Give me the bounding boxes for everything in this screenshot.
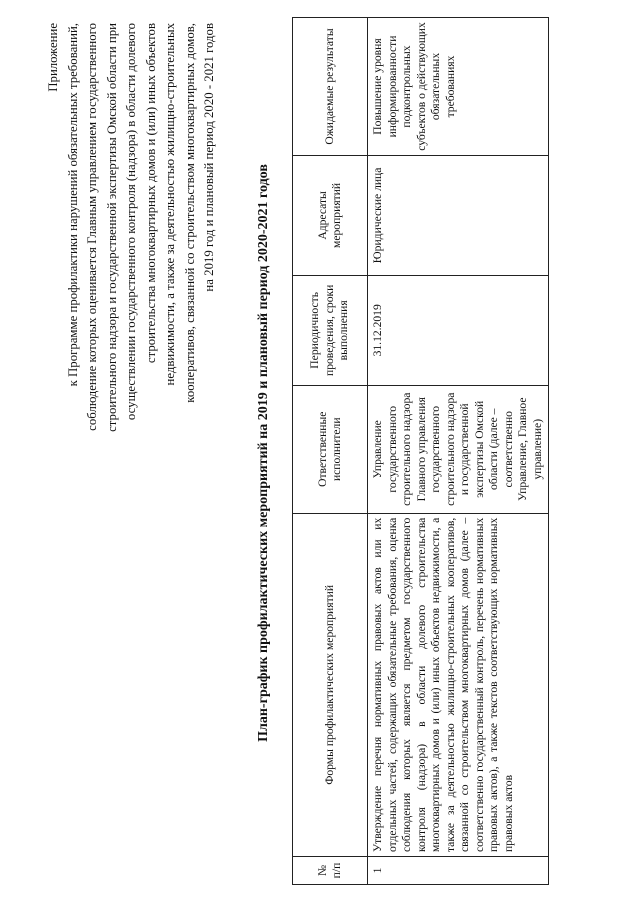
appendix-line: строительного надзора и государственной экспертизы Омской области при — [104, 23, 119, 432]
appendix-line: кооперативов, связанной со строительством многоквартирных домов, — [182, 23, 197, 403]
cell-num: 1 — [368, 857, 549, 885]
cell-form: Утверждение перечня нормативных правовых актов или их отдельных частей, содержащих обязательные требования, оценка соблюдения которых является предметом государственного контроля (надзора) в области долевого строительства многоквартирных домов и (или) иных объектов недвижимости, а также за деятельностью жилищно-строительных кооперативов, связанной со строительством многоквартирных домов (далее – соответственно государственный контроль, перечень нормативных правовых актов), а также текстов соответствующих нормативных правовых актов — [368, 513, 549, 856]
header-results: Ожидаемые результаты — [293, 18, 368, 156]
cell-results: Повышение уровня информированности подконтрольных субъектов о действующих обязательных требованиях — [368, 18, 549, 156]
table-header-row — [293, 18, 368, 885]
appendix-line: строительства многоквартирных домов и (или) иных объектов — [143, 23, 158, 364]
plan-title: План-график профилактических мероприятий на 2019 и плановый период 2020-2021 годов — [256, 164, 271, 742]
cell-targets: Юридические лица — [368, 155, 549, 275]
plan-table — [292, 17, 549, 885]
cell-period: 31.12.2019 — [368, 275, 549, 385]
appendix-line: к Программе профилактики нарушений обязательных требований, — [65, 23, 80, 387]
appendix-line: недвижимости, а также за деятельностью жилищно-строительных — [163, 23, 177, 386]
cell-executors: Управление государственного строительного надзора Главного управления государственного строительного надзора и государственной экспертизы Омской области (далее – соответственно Управление, Главное управление) — [368, 385, 549, 513]
appendix-line: на 2019 год и плановый период 2020 - 2021 годов — [202, 23, 216, 292]
header-num: № п/п — [293, 857, 368, 885]
appendix-header — [44, 23, 220, 525]
appendix-title: Приложение — [46, 23, 60, 92]
header-period: Периодичность проведения, сроки выполнения — [293, 275, 368, 385]
header-form: Формы профилактических мероприятий — [293, 513, 368, 856]
table-row — [368, 18, 549, 885]
appendix-line: осуществлении государственного контроля (надзора) в области долевого — [124, 23, 138, 421]
header-executors: Ответственные исполнители — [293, 385, 368, 513]
appendix-line: соблюдение которых оценивается Главным управлением государственного — [85, 23, 99, 431]
header-targets: Адресаты мероприятий — [293, 155, 368, 275]
